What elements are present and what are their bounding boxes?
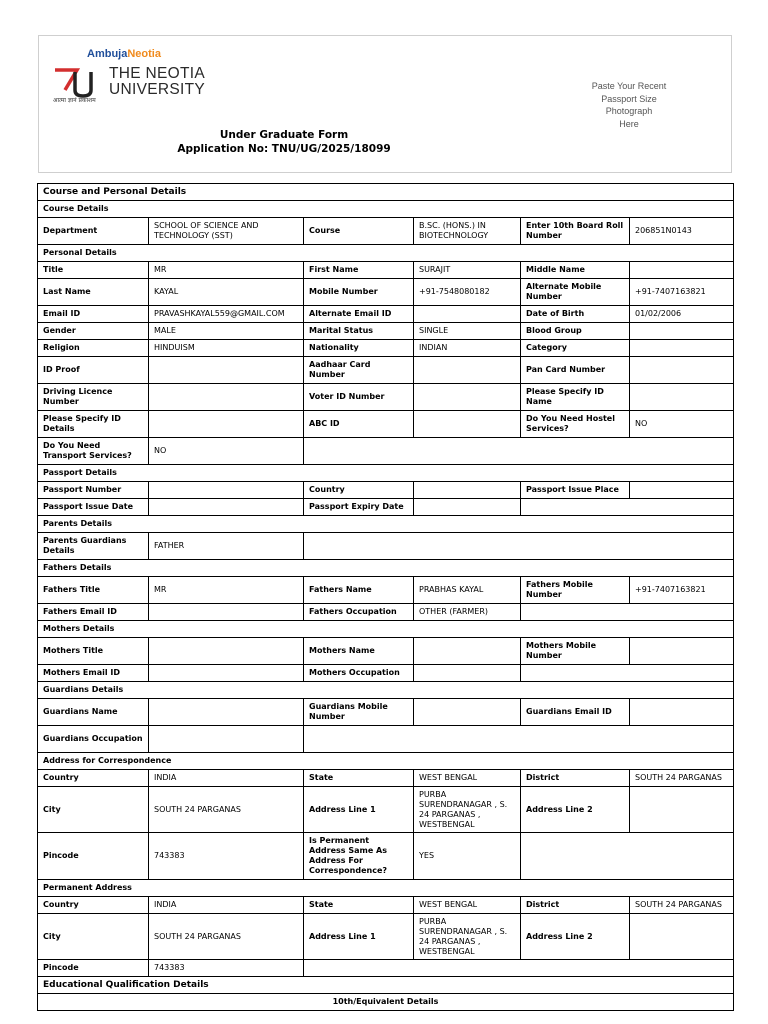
- table-row: ID Proof Aadhaar Card Number Pan Card Number: [38, 357, 734, 384]
- nationality-value: INDIAN: [414, 340, 521, 357]
- fathers-mobile-value: +91-7407163821: [630, 577, 734, 604]
- hostel-value: NO: [630, 411, 734, 438]
- alt-mobile-value: +91-7407163821: [630, 279, 734, 306]
- section-personal-details: Personal Details: [38, 245, 734, 262]
- tenth-roll-value: 206851N0143: [630, 218, 734, 245]
- guardians-name-value: [149, 699, 304, 726]
- table-row: Country INDIA State WEST BENGAL District SOUTH 24 PARGANAS: [38, 897, 734, 914]
- passport-issue-place-value: [630, 482, 734, 499]
- table-row: City SOUTH 24 PARGANAS Address Line 1 PURBA SURENDRANAGAR , S. 24 PARGANAS , WESTBENGAL Address Line 2: [38, 914, 734, 960]
- department-value: SCHOOL OF SCIENCE AND TECHNOLOGY (SST): [149, 218, 304, 245]
- section-passport-details: Passport Details: [38, 465, 734, 482]
- dob-value: 01/02/2006: [630, 306, 734, 323]
- table-row: Mothers Title Mothers Name Mothers Mobile Number: [38, 638, 734, 665]
- table-row: Country INDIA State WEST BENGAL District SOUTH 24 PARGANAS: [38, 770, 734, 787]
- section-tenth-details: 10th/Equivalent Details: [38, 994, 734, 1011]
- fathers-occupation-value: OTHER (FARMER): [414, 604, 521, 621]
- mothers-occupation-value: [414, 665, 521, 682]
- fathers-name-value: PRABHAS KAYAL: [414, 577, 521, 604]
- course-value: B.SC. (HONS.) IN BIOTECHNOLOGY: [414, 218, 521, 245]
- fathers-title-value: MR: [149, 577, 304, 604]
- table-row: Fathers Title MR Fathers Name PRABHAS KAYAL Fathers Mobile Number +91-7407163821: [38, 577, 734, 604]
- driving-value: [149, 384, 304, 411]
- section-guardians-details: Guardians Details: [38, 682, 734, 699]
- mobile-value: +91-7548080182: [414, 279, 521, 306]
- abc-value: [414, 411, 521, 438]
- table-row: Gender MALE Marital Status SINGLE Blood Group: [38, 323, 734, 340]
- religion-value: HINDUISM: [149, 340, 304, 357]
- corr-country-value: INDIA: [149, 770, 304, 787]
- table-row: Passport Number Country Passport Issue Place: [38, 482, 734, 499]
- section-mothers-details: Mothers Details: [38, 621, 734, 638]
- mothers-name-value: [414, 638, 521, 665]
- guardians-mobile-value: [414, 699, 521, 726]
- form-title-block: [39, 128, 529, 156]
- email-value: PRAVASHKAYAL559@GMAIL.COM: [149, 306, 304, 323]
- perm-pincode-value: 743383: [149, 960, 304, 977]
- specify-id-name-value: [630, 384, 734, 411]
- corr-city-value: SOUTH 24 PARGANAS: [149, 787, 304, 833]
- category-value: [630, 340, 734, 357]
- perm-country-value: INDIA: [149, 897, 304, 914]
- corr-state-value: WEST BENGAL: [414, 770, 521, 787]
- perm-address1-value: PURBA SURENDRANAGAR , S. 24 PARGANAS , WESTBENGAL: [414, 914, 521, 960]
- passport-issue-date-value: [149, 499, 304, 516]
- perm-district-value: SOUTH 24 PARGANAS: [630, 897, 734, 914]
- passport-number-value: [149, 482, 304, 499]
- section-fathers-details: Fathers Details: [38, 560, 734, 577]
- section-course-personal: Course and Personal Details: [38, 184, 734, 201]
- transport-value: NO: [149, 438, 304, 465]
- marital-value: SINGLE: [414, 323, 521, 340]
- parents-guardians-value: FATHER: [149, 533, 304, 560]
- last-name-value: KAYAL: [149, 279, 304, 306]
- first-name-value: SURAJIT: [414, 262, 521, 279]
- id-proof-value: [149, 357, 304, 384]
- passport-country-value: [414, 482, 521, 499]
- section-educational-qualification: Educational Qualification Details: [38, 977, 734, 994]
- perm-state-value: WEST BENGAL: [414, 897, 521, 914]
- section-permanent-address: Permanent Address: [38, 880, 734, 897]
- specify-id-details-value: [149, 411, 304, 438]
- table-row: Parents Guardians Details FATHER: [38, 533, 734, 560]
- table-row: Driving Licence Number Voter ID Number Please Specify ID Name: [38, 384, 734, 411]
- table-row: Religion HINDUISM Nationality INDIAN Category: [38, 340, 734, 357]
- table-row: City SOUTH 24 PARGANAS Address Line 1 PURBA SURENDRANAGAR , S. 24 PARGANAS , WESTBENGAL Address Line 2: [38, 787, 734, 833]
- table-row: Last Name KAYAL Mobile Number +91-7548080182 Alternate Mobile Number +91-7407163821: [38, 279, 734, 306]
- passport-expiry-value: [414, 499, 521, 516]
- section-correspondence-address: Address for Correspondence: [38, 753, 734, 770]
- table-row: Passport Issue Date Passport Expiry Date: [38, 499, 734, 516]
- university-motto: आत्मा ज्ञानं प्रकाशम: [53, 97, 96, 104]
- blood-value: [630, 323, 734, 340]
- table-row: Pincode 743383 Is Permanent Address Same As Address For Correspondence? YES: [38, 833, 734, 880]
- perm-address2-value: [630, 914, 734, 960]
- form-header: [38, 35, 732, 173]
- gender-value: MALE: [149, 323, 304, 340]
- aadhaar-value: [414, 357, 521, 384]
- corr-district-value: SOUTH 24 PARGANAS: [630, 770, 734, 787]
- table-row: Do You Need Transport Services? NO: [38, 438, 734, 465]
- table-row: Guardians Occupation: [38, 726, 734, 753]
- university-name: THE NEOTIA UNIVERSITY: [109, 65, 206, 98]
- section-course-details: Course Details: [38, 201, 734, 218]
- voter-value: [414, 384, 521, 411]
- same-address-value: YES: [414, 833, 521, 880]
- perm-city-value: SOUTH 24 PARGANAS: [149, 914, 304, 960]
- photo-placeholder: Paste Your Recent Passport Size Photograph Here: [591, 81, 667, 129]
- pan-value: [630, 357, 734, 384]
- section-parents-details: Parents Details: [38, 516, 734, 533]
- table-row: Department SCHOOL OF SCIENCE AND TECHNOLOGY (SST) Course B.SC. (HONS.) IN BIOTECHNOLOGY Enter 10th Board Roll Number 206851N0143: [38, 218, 734, 245]
- brand-name: AmbujaNeotia: [87, 48, 161, 60]
- table-row: Pincode 743383: [38, 960, 734, 977]
- corr-pincode-value: 743383: [149, 833, 304, 880]
- table-row: Mothers Email ID Mothers Occupation: [38, 665, 734, 682]
- form-title: Under Graduate Form: [219, 129, 349, 141]
- mothers-title-value: [149, 638, 304, 665]
- table-row: Guardians Name Guardians Mobile Number Guardians Email ID: [38, 699, 734, 726]
- corr-address1-value: PURBA SURENDRANAGAR , S. 24 PARGANAS , WESTBENGAL: [414, 787, 521, 833]
- guardians-occupation-value: [149, 726, 304, 753]
- corr-address2-value: [630, 787, 734, 833]
- mothers-mobile-value: [630, 638, 734, 665]
- table-row: Title MR First Name SURAJIT Middle Name: [38, 262, 734, 279]
- application-number: Application No: TNU/UG/2025/18099: [177, 143, 391, 155]
- guardians-email-value: [630, 699, 734, 726]
- alt-email-value: [414, 306, 521, 323]
- table-row: Fathers Email ID Fathers Occupation OTHER (FARMER): [38, 604, 734, 621]
- mothers-email-value: [149, 665, 304, 682]
- fathers-email-value: [149, 604, 304, 621]
- middle-name-value: [630, 262, 734, 279]
- title-value: MR: [149, 262, 304, 279]
- table-row: Email ID PRAVASHKAYAL559@GMAIL.COM Alternate Email ID Date of Birth 01/02/2006: [38, 306, 734, 323]
- application-form-table: [37, 183, 734, 1011]
- table-row: Please Specify ID Details ABC ID Do You Need Hostel Services? NO: [38, 411, 734, 438]
